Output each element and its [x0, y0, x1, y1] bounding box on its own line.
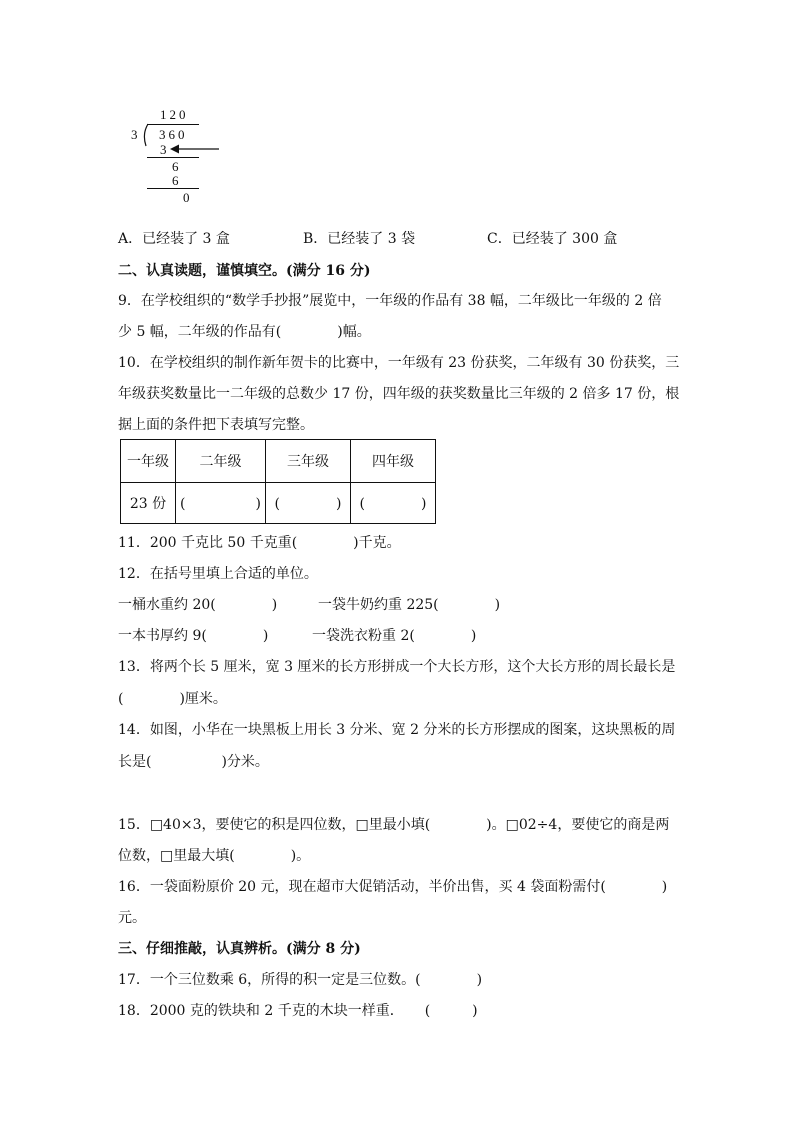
division-divisor: 3 [131, 127, 141, 142]
question-17: 17．一个三位数乘 6，所得的积一定是三位数。( ) [118, 972, 483, 988]
division-dividend: 360 [159, 127, 188, 142]
question-10: 10．在学校组织的制作新年贺卡的比赛中，一年级有 23 份获奖，二年级有 30 份获奖，三 [118, 355, 680, 371]
table-blank-cell: ( ) [266, 483, 351, 524]
question-12-d: 一袋洗衣粉重 2( ) [312, 628, 477, 644]
question-9: 9．在学校组织的“数学手抄报”展览中，一年级的作品有 38 幅，二年级比一年级的 2 倍 [118, 293, 662, 309]
question-14: 14．如图，小华在一块黑板上用长 3 分米、宽 2 分米的长方形摆成的图案，这块黑板的周 [118, 722, 676, 738]
question-18: 18．2000 克的铁块和 2 千克的木块一样重． ( ) [118, 1003, 478, 1019]
section-heading: 二、认真读题，谨慎填空。(满分 16 分) [118, 263, 371, 279]
question-12: 12．在括号里填上合适的单位。 [118, 566, 318, 582]
division-quotient: 120 [160, 107, 189, 122]
question-15-cont: 位数，□里最大填( )。 [118, 848, 311, 864]
question-12-a: 一桶水重约 20( ) [118, 597, 278, 613]
arrow-left-icon [169, 143, 221, 155]
division-bracket [141, 123, 151, 147]
question-13: 13．将两个长 5 厘米，宽 3 厘米的长方形拼成一个大长方形，这个大长方形的周长最长是 [118, 659, 676, 675]
question-15: 15．□40×3，要使它的积是四位数，□里最小填( )。□02÷4，要使它的商是两 [118, 817, 670, 833]
option-b: B．已经装了 3 袋 [303, 231, 416, 247]
table-row [121, 483, 436, 524]
division-step: 3 [160, 142, 170, 157]
question-16: 16．一袋面粉原价 20 元，现在超市大促销活动，半价出售，买 4 袋面粉需付( ) [118, 879, 668, 895]
section-heading: 三、仔细推敲，认真辨析。(满分 8 分) [118, 941, 361, 957]
table-blank-cell: ( ) [176, 483, 266, 524]
question-14-cont: 长是( )分米。 [118, 754, 269, 770]
table-header-row [121, 440, 436, 483]
division-remainder: 0 [183, 190, 193, 205]
table-header-cell: 二年级 [176, 440, 266, 483]
division-rule [147, 157, 199, 158]
question-12-c: 一本书厚约 9( ) [118, 628, 269, 644]
division-step: 6 [172, 159, 182, 174]
division-step: 6 [172, 173, 182, 188]
question-9-cont: 少 5 幅，二年级的作品有( )幅。 [118, 324, 371, 340]
table-cell: 23 份 [121, 483, 176, 524]
division-rule [147, 188, 199, 189]
question-10-cont: 据上面的条件把下表填写完整。 [118, 417, 314, 433]
question-13-cont: ( )厘米。 [118, 691, 227, 707]
option-a: A．已经装了 3 盒 [118, 231, 230, 247]
table-header-cell: 四年级 [351, 440, 436, 483]
table-blank-cell: ( ) [351, 483, 436, 524]
question-12-b: 一袋牛奶约重 225( ) [318, 597, 501, 613]
question-11: 11．200 千克比 50 千克重( )千克。 [118, 535, 401, 551]
option-c: C．已经装了 300 盒 [487, 231, 618, 247]
table-header-cell: 三年级 [266, 440, 351, 483]
question-16-cont: 元。 [118, 910, 146, 926]
table-header-cell: 一年级 [121, 440, 176, 483]
division-bar [147, 124, 199, 125]
grade-award-table [120, 439, 436, 524]
question-10-cont: 年级获奖数量比一二年级的总数少 17 份，四年级的获奖数量比三年级的 2 倍多 17 份，根 [118, 386, 680, 402]
